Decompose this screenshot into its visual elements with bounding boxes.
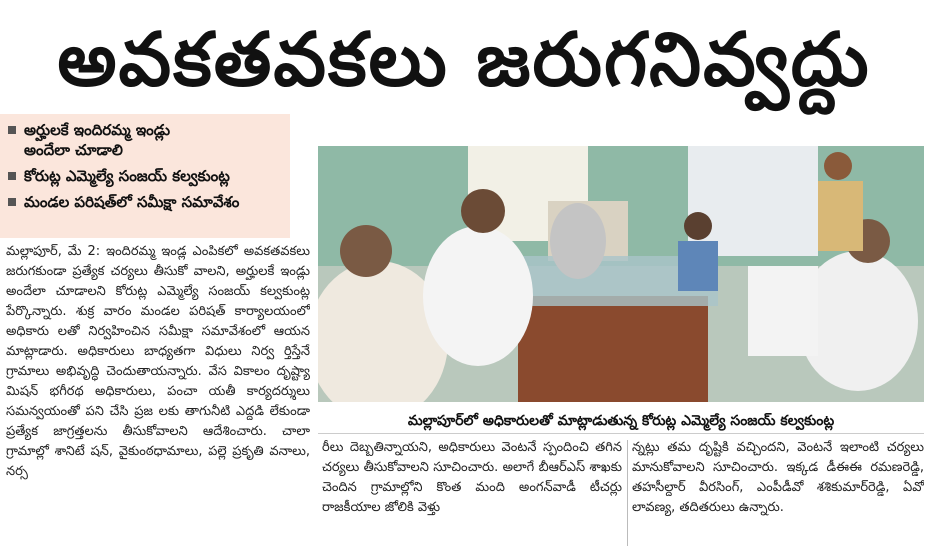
article-column-3: న్నట్లు తమ దృష్టికి వచ్చిందని, వెంటనే ఇలాంటి చర్యలు మానుకోవాలని సూచించారు. ఇక్కడ డీఈఈ రమణరెడ్డి, తహసీల్దార్ వీరసింగ్, ఎంపీడీవో శశికుమార్‌రెడ్డి, ఏవో లావణ్య, తదితరులు ఉన్నారు. (632, 440, 924, 515)
column-divider (627, 440, 628, 546)
highlight-text: మండల పరిషత్‌లో సమీక్షా సమావేశం (24, 193, 240, 211)
highlight-item (8, 192, 284, 212)
highlight-text: అర్హులకే ఇందిరమ్మ ఇండ్లు అందేలా చూడాలి (24, 121, 171, 159)
highlight-item (8, 166, 284, 186)
article-column-2: రీలు దెబ్బతిన్నాయని, అధికారులు వెంటనే స్పందించి తగిన చర్యలు తీసుకోవాలని సూచించారు. అలాగే బీఆర్ఎస్ శాఖకు చెందిన గ్రామాల్లోని కొంత మంది అంగన్‌వాడీ టీచర్లు రాజకీయాల జోలికి వెళ్తు (322, 440, 622, 515)
headline: అవకతవకలు జరుగనివ్వద్దు (57, 17, 871, 103)
photo-caption: మల్లాపూర్‌లో అధికారులతో మాట్లాడుతున్న కోరుట్ల ఎమ్మెల్యే సంజయ్ కల్వకుంట్ల (318, 408, 924, 434)
square-bullet-icon (8, 198, 16, 206)
square-bullet-icon (8, 172, 16, 180)
article-column-1: మల్లాపూర్, మే 2: ఇందిరమ్మ ఇండ్ల ఎంపికలో అవకతవకలు జరుగకుండా ప్రత్యేక చర్యలు తీసుకో వాలని, అర్హులకే ఇండ్లు అందేలా చూడాలని కోరుట్ల ఎమ్మెల్యే సంజయ్ కల్వకుంట్ల పేర్కొన్నారు. శుక్ర వారం మండల పరిషత్ కార్యాలయంలో అధికారు లతో నిర్వహించిన సమీక్షా సమావేశంలో ఆయన మాట్లాడారు. అధికారులు బాధ్యతగా విధులు నిర్వ ర్తిస్తేనే గ్రామాలు అభివృద్ధి చెందుతాయన్నారు. వేస వికాలం దృష్ట్యా మిషన్ భగీరథ అధికారులు, పంచా యతీ కార్యదర్శులు సమన్వయంతో పని చేసి ప్రజ లకు తాగునీటి ఎద్దడి లేకుండా ప్రత్యేక జాగ్రత్తలను తీసుకోవాలని ఆదేశించారు. చాలా గ్రామాల్లో శానిటే షన్, వైకుంఠధామాలు, పల్లె ప్రకృతి వనాలు, నర్స (6, 244, 310, 479)
meeting-photo-illustration (318, 146, 924, 402)
meeting-photo (318, 146, 924, 402)
highlight-item (8, 120, 284, 160)
square-bullet-icon (8, 126, 16, 134)
highlights-box (0, 114, 290, 238)
highlight-text: కోరుట్ల ఎమ్మెల్యే సంజయ్ కల్వకుంట్ల (24, 167, 230, 185)
